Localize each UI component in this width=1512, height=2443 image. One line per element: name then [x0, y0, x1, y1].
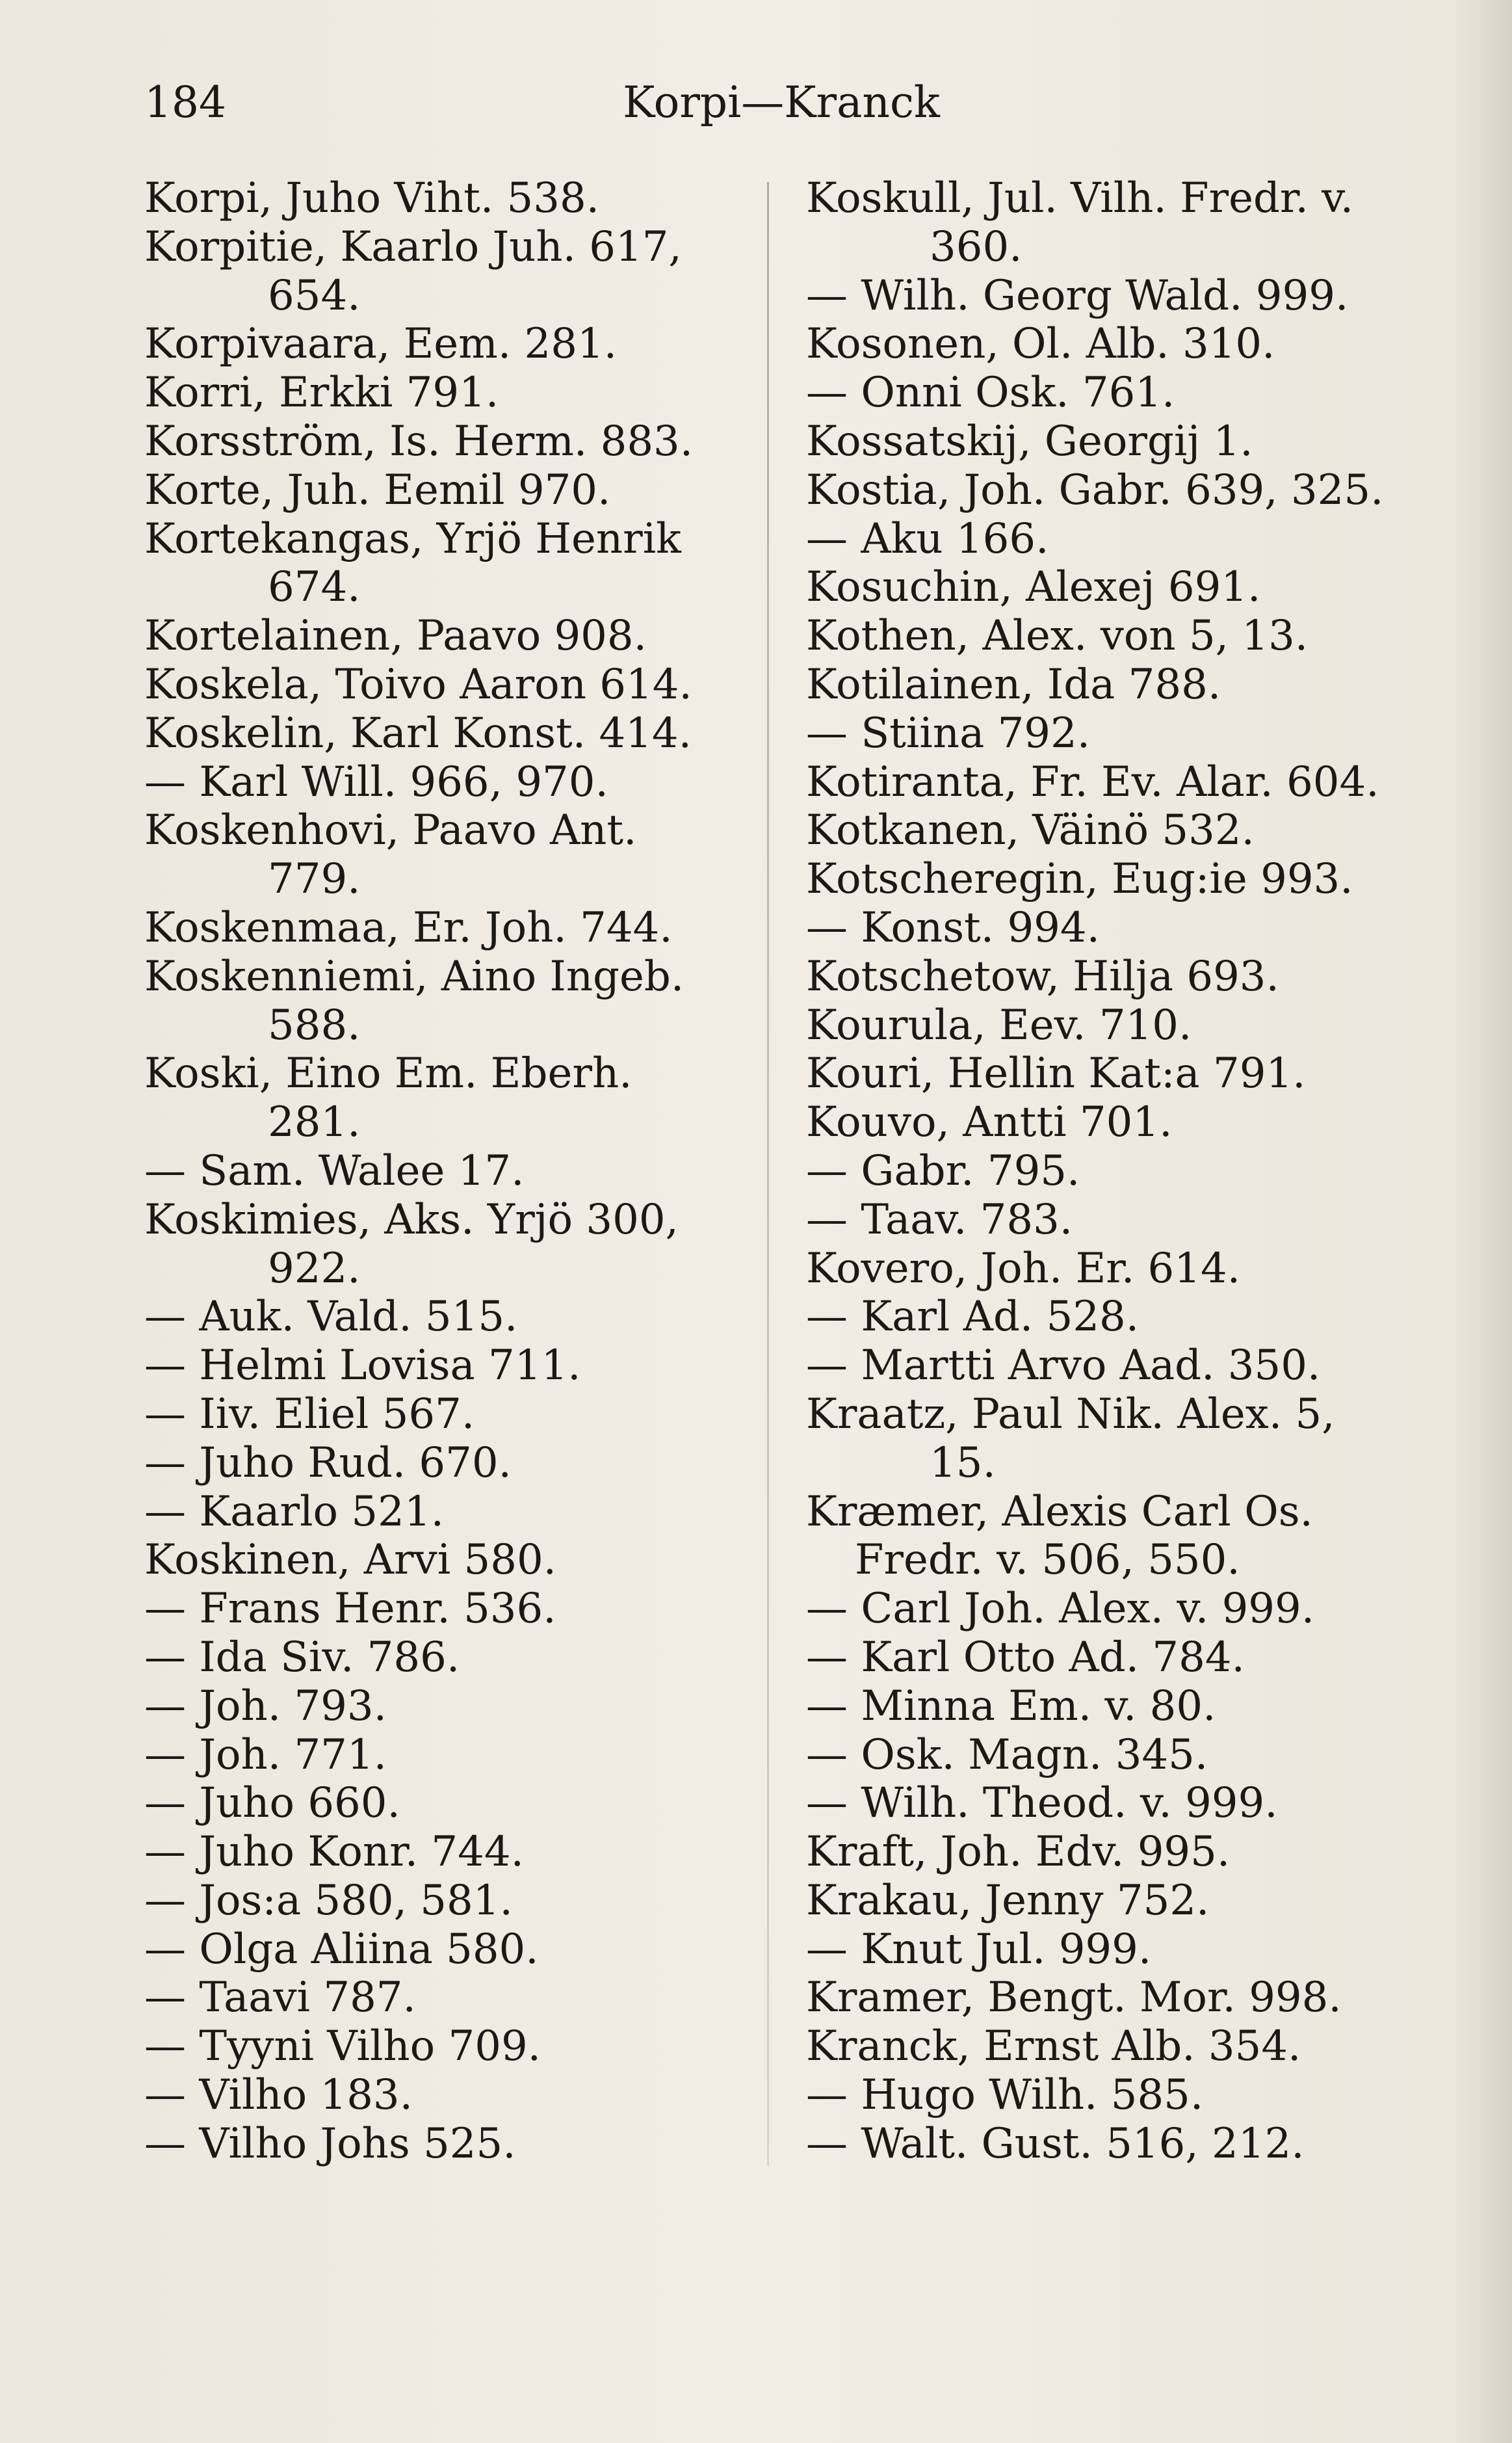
index-entry: Koskull, Jul. Vilh. Fredr. v. [806, 174, 1354, 222]
index-entry: — Karl Otto Ad. 784. [806, 1633, 1245, 1682]
index-entry: — Auk. Vald. 515. [144, 1293, 518, 1341]
index-entry: — Carl Joh. Alex. v. 999. [806, 1585, 1315, 1633]
index-entry: Kossatskij, Georgij 1. [806, 417, 1253, 466]
index-entry: 281. [268, 1098, 361, 1147]
running-head: Korpi—Kranck [623, 77, 940, 127]
index-entry: — Vilho 183. [144, 2071, 413, 2120]
index-entry: Kræmer, Alexis Carl Os. [806, 1487, 1313, 1536]
index-entry: Kranck, Ernst Alb. 354. [806, 2022, 1301, 2071]
index-entry: 15. [930, 1438, 996, 1487]
index-entry: Kothen, Alex. von 5, 13. [806, 612, 1309, 661]
index-entry: — Vilho Johs 525. [144, 2119, 516, 2168]
index-entry: Koskinen, Arvi 580. [144, 1536, 556, 1585]
index-entry: — Juho Konr. 744. [144, 1828, 524, 1877]
index-entry: Kotschetow, Hilja 693. [806, 952, 1279, 1001]
index-entry: Kotilainen, Ida 788. [806, 660, 1221, 709]
index-entry: — Onni Osk. 761. [806, 369, 1175, 417]
index-entry: — Walt. Gust. 516, 212. [806, 2119, 1305, 2168]
index-entry: — Olga Aliina 580. [144, 1925, 539, 1974]
index-entry: — Karl Will. 966, 970. [144, 758, 608, 806]
index-entry: — Helmi Lovisa 711. [144, 1341, 581, 1390]
index-entry: — Sam. Walee 17. [144, 1146, 525, 1195]
index-entry: Kramer, Bengt. Mor. 998. [806, 1974, 1342, 2022]
index-entry: Korte, Juh. Eemil 970. [144, 466, 611, 514]
index-entry: 360. [930, 222, 1023, 271]
index-entry: 674. [268, 563, 361, 612]
index-entry: Koskimies, Aks. Yrjö 300, [144, 1195, 679, 1244]
index-entry: — Joh. 793. [144, 1682, 387, 1730]
index-entry: Kostia, Joh. Gabr. 639, 325. [806, 466, 1384, 514]
index-entry: Kosuchin, Alexej 691. [806, 563, 1261, 612]
index-entry: Kortekangas, Yrjö Henrik [144, 514, 681, 563]
index-entry: — Iiv. Eliel 567. [144, 1390, 475, 1438]
index-entry: Krakau, Jenny 752. [806, 1876, 1210, 1925]
index-entry: — Konst. 994. [806, 903, 1100, 952]
index-entry: Kosonen, Ol. Alb. 310. [806, 320, 1275, 369]
index-entry: — Aku 166. [806, 514, 1049, 563]
page-number: 184 [144, 77, 226, 127]
index-entry: — Stiina 792. [806, 709, 1091, 758]
index-entry: Korpitie, Kaarlo Juh. 617, [144, 222, 682, 271]
index-entry: — Hugo Wilh. 585. [806, 2071, 1204, 2120]
index-entry: Koskenniemi, Aino Ingeb. [144, 952, 684, 1001]
index-entry: — Juho 660. [144, 1779, 400, 1828]
index-entry: — Wilh. Theod. v. 999. [806, 1779, 1278, 1828]
index-entry: — Jos:a 580, 581. [144, 1876, 513, 1925]
index-entry: Kourula, Eev. 710. [806, 1001, 1192, 1050]
index-entry: — Joh. 771. [144, 1730, 387, 1779]
page-edge-shadow [1453, 0, 1512, 2443]
index-entry: Korpi, Juho Viht. 538. [144, 174, 599, 222]
index-entry: Fredr. v. 506, 550. [855, 1536, 1240, 1585]
index-entry: Kortelainen, Paavo 908. [144, 612, 647, 661]
index-entry: Kotscheregin, Eug:ie 993. [806, 855, 1353, 904]
index-entry: — Knut Jul. 999. [806, 1925, 1152, 1974]
index-entry: Kraft, Joh. Edv. 995. [806, 1828, 1231, 1877]
index-entry: — Juho Rud. 670. [144, 1438, 512, 1487]
index-entry: 779. [268, 855, 361, 904]
index-entry: Koskenhovi, Paavo Ant. [144, 806, 637, 855]
index-entry: 922. [268, 1244, 361, 1293]
index-entry: Koskela, Toivo Aaron 614. [144, 660, 692, 709]
column-divider [767, 182, 769, 2165]
index-entry: Kouvo, Antti 701. [806, 1098, 1173, 1147]
index-entry: Korsström, Is. Herm. 883. [144, 417, 694, 466]
right-column [806, 174, 1404, 2169]
index-entry: Kotiranta, Fr. Ev. Alar. 604. [806, 758, 1379, 806]
index-entry: — Kaarlo 521. [144, 1487, 444, 1536]
index-entry: Korri, Erkki 791. [144, 369, 499, 417]
index-entry: Koski, Eino Em. Eberh. [144, 1050, 632, 1098]
index-entry: Koskelin, Karl Konst. 414. [144, 709, 692, 758]
index-entry: — Karl Ad. 528. [806, 1293, 1140, 1341]
index-entry: 654. [268, 271, 361, 320]
index-entry: — Minna Em. v. 80. [806, 1682, 1216, 1730]
index-entry: Kovero, Joh. Er. 614. [806, 1244, 1241, 1293]
index-entry: Kotkanen, Väinö 532. [806, 806, 1255, 855]
index-entry: — Martti Arvo Aad. 350. [806, 1341, 1321, 1390]
index-entry: — Tyyni Vilho 709. [144, 2022, 541, 2071]
page-header [144, 70, 1379, 135]
left-column [144, 174, 742, 2169]
index-entry: 588. [268, 1001, 361, 1050]
index-entry: — Wilh. Georg Wald. 999. [806, 271, 1349, 320]
index-entry: Kraatz, Paul Nik. Alex. 5, [806, 1390, 1335, 1438]
index-entry: — Ida Siv. 786. [144, 1633, 460, 1682]
index-entry: Kouri, Hellin Kat:a 791. [806, 1050, 1306, 1098]
index-entry: — Gabr. 795. [806, 1146, 1080, 1195]
index-entry: — Taav. 783. [806, 1195, 1073, 1244]
index-entry: — Osk. Magn. 345. [806, 1730, 1208, 1779]
index-entry: — Taavi 787. [144, 1974, 416, 2022]
index-entry: Koskenmaa, Er. Joh. 744. [144, 903, 673, 952]
index-entry: Korpivaara, Eem. 281. [144, 320, 618, 369]
index-entry: — Frans Henr. 536. [144, 1585, 556, 1633]
